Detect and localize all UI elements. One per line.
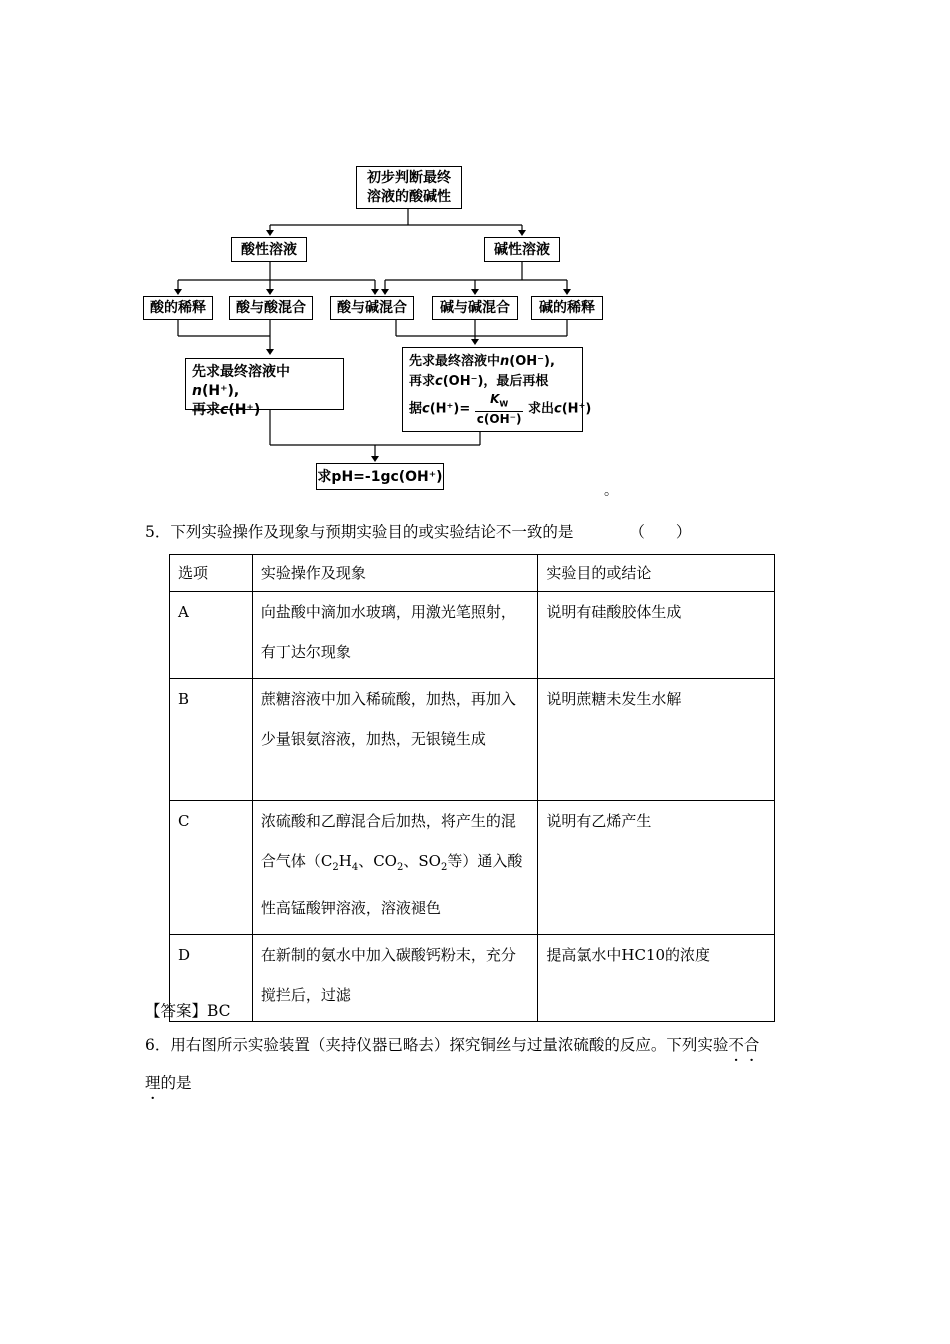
base-step-n: n xyxy=(500,354,510,369)
acid-step-c: c xyxy=(220,402,229,418)
acid-step-text: 先求最终溶液中 xyxy=(192,364,290,380)
flow-root-line2: 溶液的酸碱性 xyxy=(367,188,451,205)
op-c-part3: 、CO xyxy=(358,852,397,870)
base-step-c: c xyxy=(435,374,443,389)
flow-case-base-dilution xyxy=(531,296,603,320)
flowchart-connectors xyxy=(0,0,950,520)
table-header-conclusion: 实验目的或结论 xyxy=(538,555,775,592)
flow-case-label: 酸与酸混合 xyxy=(236,300,306,316)
table-cell-conclusion: 说明有硅酸胶体生成 xyxy=(538,592,775,679)
flow-case-label: 碱的稀释 xyxy=(539,300,595,316)
q5-answer: 【答案】BC xyxy=(145,1002,231,1020)
flow-root-line1: 初步判断最终 xyxy=(367,169,451,186)
op-c-sub: 2 xyxy=(396,862,404,873)
table-cell-option: C xyxy=(170,801,253,935)
base-step-text2: 再求 xyxy=(409,374,436,389)
table-header-operation: 实验操作及现象 xyxy=(252,555,538,592)
table-row xyxy=(170,801,775,935)
flow-case-acid-base xyxy=(330,296,414,320)
flow-acid-box xyxy=(231,237,307,262)
q5-stem xyxy=(145,520,785,544)
flow-acid-label: 酸性溶液 xyxy=(241,241,297,258)
kw-w: W xyxy=(499,399,509,409)
op-c-sub: 2 xyxy=(440,862,448,873)
op-c-part1: 浓硫酸和乙醇混合后加热，将产生的混合气体（C xyxy=(260,812,516,870)
table-cell-conclusion: 说明有乙烯产生 xyxy=(538,801,775,935)
flow-base-step-box xyxy=(402,347,592,432)
q5-paren: （ ） xyxy=(629,523,692,541)
op-c-part2: H xyxy=(338,852,352,870)
kw-k: K xyxy=(490,392,500,406)
table-cell-operation: 在新制的氨水中加入碳酸钙粉末，充分搅拦后，过滤 xyxy=(252,935,538,1022)
acid-step-h: (H⁺), xyxy=(201,383,240,399)
op-c-part4: 、SO xyxy=(403,852,441,870)
table-cell-operation: 蔗糖溶液中加入稀硫酸，加热，再加入少量银氨溶液，加热，无银镜生成 xyxy=(252,679,538,801)
table-row xyxy=(170,679,775,801)
flow-acid-step-box xyxy=(185,358,344,418)
base-step-c3: c xyxy=(554,401,562,417)
base-step-c2: c xyxy=(422,401,430,417)
q6-text2: 的是 xyxy=(160,1074,192,1092)
flow-case-label: 酸的稀释 xyxy=(150,300,206,316)
table-cell-option: A xyxy=(170,592,253,679)
table-cell-operation xyxy=(252,801,538,935)
table-header-row xyxy=(170,555,775,592)
base-step-oh: (OH⁻), xyxy=(509,354,555,369)
acid-step-n: n xyxy=(192,383,202,399)
flow-result-label: 求pH=-1gc(OH⁺) xyxy=(317,468,443,485)
op-c-part5: 等）通入酸性高锰酸钾溶液，溶液褪色 xyxy=(260,852,523,917)
flow-case-label: 碱与碱混合 xyxy=(440,300,510,316)
table-cell-conclusion: 提高氯水中HC10的浓度 xyxy=(538,935,775,1022)
flow-result-box xyxy=(316,463,444,490)
table-row xyxy=(170,935,775,1022)
table-cell-conclusion: 说明蔗糖未发生水解 xyxy=(538,679,775,801)
base-step-text4: 据 xyxy=(409,401,423,417)
table-row xyxy=(170,592,775,679)
kw-denominator: c(OH⁻) xyxy=(476,412,522,427)
table-cell-option: B xyxy=(170,679,253,801)
base-step-h3: (H⁺) xyxy=(561,401,592,417)
acid-step-h2: (H⁺) xyxy=(228,402,261,418)
base-step-text3: (OH⁻)，最后再根 xyxy=(442,374,549,389)
flow-case-label: 酸与碱混合 xyxy=(337,300,407,316)
q6-text: 6．用右图所示实验装置（夹持仪器已略去）探究铜丝与过量浓硫酸的反应。下列实验 xyxy=(145,1036,729,1054)
flow-base-label: 碱性溶液 xyxy=(494,241,550,258)
q6-stem xyxy=(145,1033,805,1057)
q6-emph-1: 不 xyxy=(728,1036,744,1054)
flow-case-acid-dilution xyxy=(143,296,213,320)
op-c-sub: 2 xyxy=(332,862,339,873)
base-step-text5: 求出 xyxy=(528,401,555,417)
q6-emph-3: 理 xyxy=(145,1074,161,1092)
base-step-h: (H⁺)= xyxy=(429,401,471,417)
table-cell-option: D xyxy=(170,935,253,1022)
q6-stem-line2 xyxy=(145,1071,192,1095)
flow-root-box xyxy=(356,166,462,209)
flow-base-box xyxy=(484,237,560,262)
op-c-sub: 4 xyxy=(351,862,359,873)
flow-case-acid-acid xyxy=(229,296,313,320)
flow-case-base-base xyxy=(432,296,518,320)
q5-text: 5．下列实验操作及现象与预期实验目的或实验结论不一致的是 xyxy=(145,523,574,541)
flow-end-mark: 。 xyxy=(604,483,618,499)
acid-step-text2: 再求 xyxy=(192,402,220,418)
base-step-text: 先求最终溶液中 xyxy=(409,354,501,369)
q6-emph-2: 合 xyxy=(743,1036,760,1054)
table-header-option: 选项 xyxy=(170,555,253,592)
kw-fraction xyxy=(475,392,524,426)
q5-table xyxy=(169,554,775,1022)
table-cell-operation: 向盐酸中滴加水玻璃，用激光笔照射，有丁达尔现象 xyxy=(252,592,538,679)
